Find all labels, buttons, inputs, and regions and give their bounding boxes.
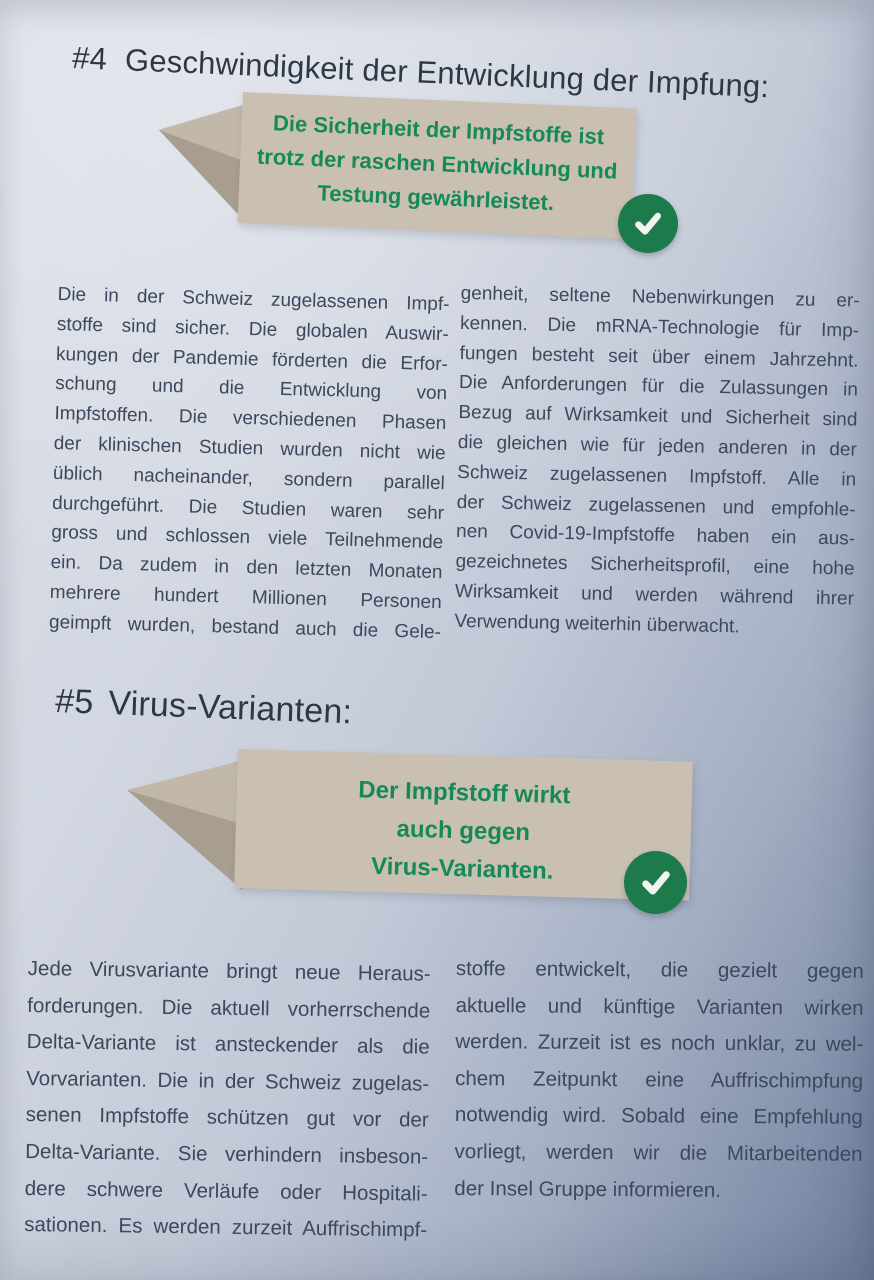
- text-line: kungen der Pandemie förderten die Erfor-: [55, 343, 449, 375]
- section-4-number: #4: [71, 40, 108, 77]
- text-line: Schweiz zugelassenen Impfstoff. Alle in: [457, 461, 857, 491]
- text-line: der Schweiz zugelassenen und empfohle-: [456, 491, 856, 521]
- text-line: schung und die Entwicklung von: [55, 373, 448, 405]
- section-4-heading: [71, 40, 769, 105]
- checkmark-icon: [624, 851, 687, 914]
- text-line: gezeichnetes Sicherheitsprofil, eine hohe: [455, 551, 855, 580]
- text-line: stoffe entwickelt, die gezielt gegen: [455, 956, 864, 983]
- text-line: werden. Zurzeit ist es noch unklar, zu wel-: [455, 1030, 864, 1057]
- text-line: der klinischen Studien wurden nicht wie: [53, 432, 446, 465]
- text-line: genheit, seltene Nebenwirkungen zu er-: [460, 282, 860, 312]
- section-5-heading: [55, 682, 353, 732]
- text-line: notwendig wird. Sobald eine Empfehlung: [454, 1103, 863, 1130]
- text-line: der Insel Gruppe informieren.: [454, 1176, 722, 1202]
- text-line: üblich nacheinander, sondern parallel: [52, 462, 446, 494]
- checkmark-glyph: [630, 206, 666, 241]
- section-5-title: Virus-Varianten:: [107, 684, 353, 732]
- text-line: sationen. Es werden zurzeit Auffrischimpf-: [24, 1213, 428, 1242]
- callout-text: [238, 92, 636, 223]
- text-line: Delta-Variante. Sie verhindern insbeson-: [25, 1139, 429, 1169]
- text-line: kennen. Die mRNA-Technologie für Imp-: [459, 312, 860, 342]
- text-line: gross und schlossen viele Teilnehmende: [51, 522, 444, 554]
- text-line: senen Impfstoffe schützen gut vor der: [25, 1103, 429, 1132]
- callout-tail: [124, 756, 246, 890]
- text-line: chem Zeitpunkt eine Auffrischimpfung: [455, 1066, 864, 1093]
- text-line: dere schwere Verläufe oder Hospitali-: [24, 1176, 428, 1206]
- text-line: fungen besteht seit über einem Jahrzehnt.: [459, 342, 859, 372]
- text-line: Impfstoffen. Die verschiedenen Phasen: [54, 403, 447, 435]
- text-line: nen Covid-19-Impfstoffe haben ein aus-: [455, 521, 856, 550]
- text-line: Delta-Variante ist ansteckender als die: [26, 1030, 430, 1059]
- text-line: Verwendung weiterhin überwacht.: [454, 610, 740, 638]
- section-5-text-column-right: [454, 951, 864, 1210]
- section-4-title: Geschwindigkeit der Entwicklung der Impfung:: [124, 42, 770, 105]
- text-line: Vorvarianten. Die in der Schweiz zugelas-: [26, 1066, 430, 1096]
- text-line: mehrere hundert Millionen Personen: [49, 581, 442, 614]
- callout-text: [234, 749, 693, 895]
- section-5-number: #5: [54, 682, 95, 722]
- text-line: auch gegen: [396, 815, 531, 847]
- section-4-text-column-left: [49, 280, 450, 648]
- text-line: stoffe sind sicher. Die globalen Auswir-: [56, 313, 449, 346]
- text-line: Die in der Schweiz zugelassenen Impf-: [57, 283, 450, 316]
- text-line: aktuelle und künftige Varianten wirken: [455, 993, 864, 1020]
- text-line: durchgeführt. Die Studien waren sehr: [51, 492, 445, 524]
- section-4-callout: [238, 92, 637, 239]
- checkmark-glyph: [637, 864, 675, 902]
- text-line: geimpft wurden, bestand auch die Gele-: [48, 611, 442, 643]
- text-line: Die Anforderungen für die Zulassungen in: [458, 372, 859, 402]
- checkmark-icon: [618, 194, 678, 253]
- text-line: Wirksamkeit und werden während ihrer: [454, 580, 855, 610]
- text-line: Jede Virusvariante bringt neue Heraus-: [27, 956, 431, 986]
- text-line: Die Sicherheit der Impfstoffe ist: [272, 110, 605, 150]
- text-line: Der Impfstoff wirkt: [358, 776, 571, 810]
- section-5-text-column-left: [24, 951, 431, 1249]
- text-line: vorliegt, werden wir die Mitarbeitenden: [454, 1139, 863, 1166]
- text-line: trotz der raschen Entwicklung und: [256, 143, 618, 184]
- text-line: Virus-Varianten.: [370, 852, 554, 885]
- text-line: ein. Da zudem in den letzten Monaten: [50, 552, 443, 584]
- text-line: Testung gewährleistet.: [316, 180, 555, 216]
- text-line: Bezug auf Wirksamkeit und Sicherheit sind: [458, 402, 858, 431]
- section-4-text-column-right: [454, 279, 860, 644]
- text-line: die gleichen wie für jeden anderen in der: [457, 431, 857, 461]
- callout-tail: [155, 99, 250, 222]
- text-line: forderungen. Die aktuell vorherrschende: [27, 993, 431, 1023]
